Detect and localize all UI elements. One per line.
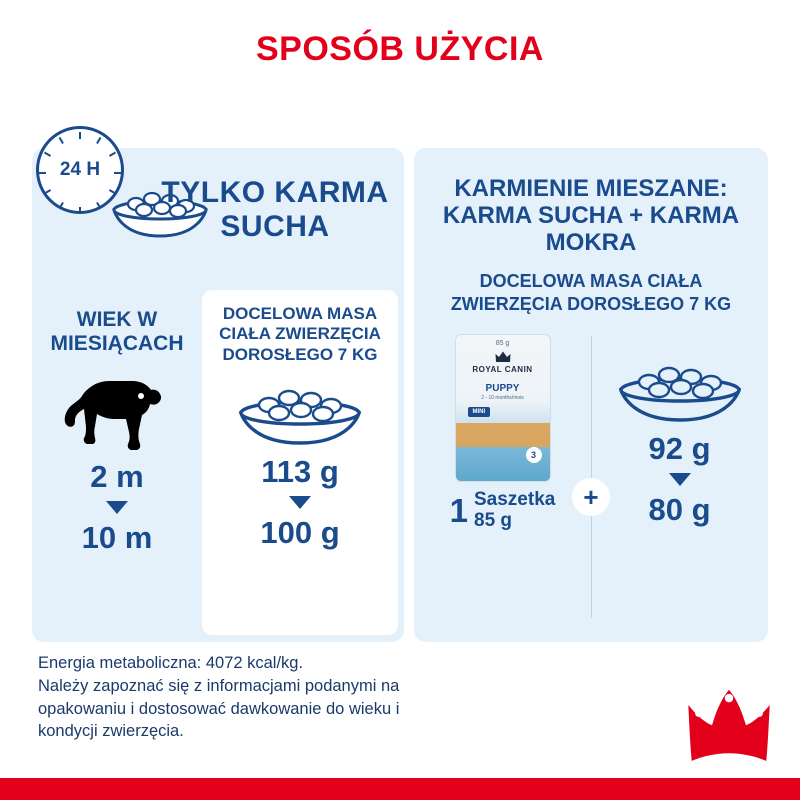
footer-line-1: Energia metaboliczna: 4072 kcal/kg.: [38, 654, 304, 672]
mixed-dry-end-value: 80 g: [648, 492, 711, 527]
mixed-dry-start-value: 92 g: [648, 431, 711, 466]
feeding-guide-panels: [32, 148, 768, 642]
clock-24h-badge: [36, 126, 124, 214]
age-column-title: WIEK W MIESIĄCACH: [50, 308, 184, 356]
left-panel-heading: TYLKO KARMA SUCHA: [161, 176, 389, 243]
wet-food-pouch-icon: [455, 334, 551, 482]
pouch-weight: 85 g: [495, 340, 510, 347]
plus-icon: +: [572, 478, 610, 516]
sachet-unit: [474, 490, 555, 532]
dry-end-value: 100 g: [260, 515, 340, 551]
arrow-down-icon: [669, 473, 691, 486]
dry-food-bowl-icon: [225, 371, 375, 449]
royal-canin-crown-icon: [495, 351, 511, 363]
sachet-unit-line2: 85 g: [474, 509, 513, 531]
age-start-value: 2 m: [90, 459, 144, 495]
dry-food-subtitle: DOCELOWA MASA CIAŁA ZWIERZĘCIA DOROSŁEGO 7 KG: [219, 304, 381, 364]
royal-canin-crown-icon: [686, 688, 772, 766]
arrow-down-icon: [106, 501, 128, 514]
age-column: [32, 308, 202, 556]
pouch-number: 3: [526, 447, 542, 463]
dry-food-card: [202, 290, 398, 635]
panel-mixed-feeding: [414, 148, 768, 642]
page-title: SPOSÓB UŻYCIA: [256, 30, 544, 68]
puppy-icon: [55, 370, 179, 454]
sachet-quantity: [414, 490, 591, 532]
footer-line-4: kondycji zwierzęcia.: [38, 722, 184, 741]
sachet-count: 1: [449, 492, 468, 530]
footer-line-3: opakowaniu i dostosować dawkowanie do wieku i: [38, 699, 400, 718]
dry-food-bowl-icon: [605, 348, 755, 426]
pouch-band-secondary: [456, 423, 550, 447]
panel-dry-food-only: [32, 148, 404, 642]
sachet-unit-line1: Saszetka: [474, 489, 556, 510]
arrow-down-icon: [289, 496, 311, 509]
clock-label: 24 H: [59, 159, 101, 180]
footer-line-2: Należy zapoznać się z informacjami podanymi na: [38, 676, 400, 695]
pouch-brand: ROYAL CANIN: [472, 365, 533, 374]
footer-note: [38, 652, 598, 743]
age-end-value: 10 m: [81, 520, 153, 556]
pouch-size-badge: MINI: [468, 407, 491, 417]
right-panel-heading: KARMIENIE MIESZANE: KARMA SUCHA + KARMA MOKRA: [442, 175, 740, 256]
pouch-descriptor: 2 - 10 months/mois: [481, 395, 524, 401]
bottom-red-bar: [0, 778, 800, 800]
dry-start-value: 113 g: [261, 454, 339, 490]
pouch-product: PUPPY: [485, 383, 520, 394]
mixed-dry-food-column: [591, 334, 768, 528]
right-panel-subtitle: DOCELOWA MASA CIAŁA ZWIERZĘCIA DOROSŁEGO 7 KG: [450, 271, 732, 314]
wet-food-column: [414, 334, 591, 532]
